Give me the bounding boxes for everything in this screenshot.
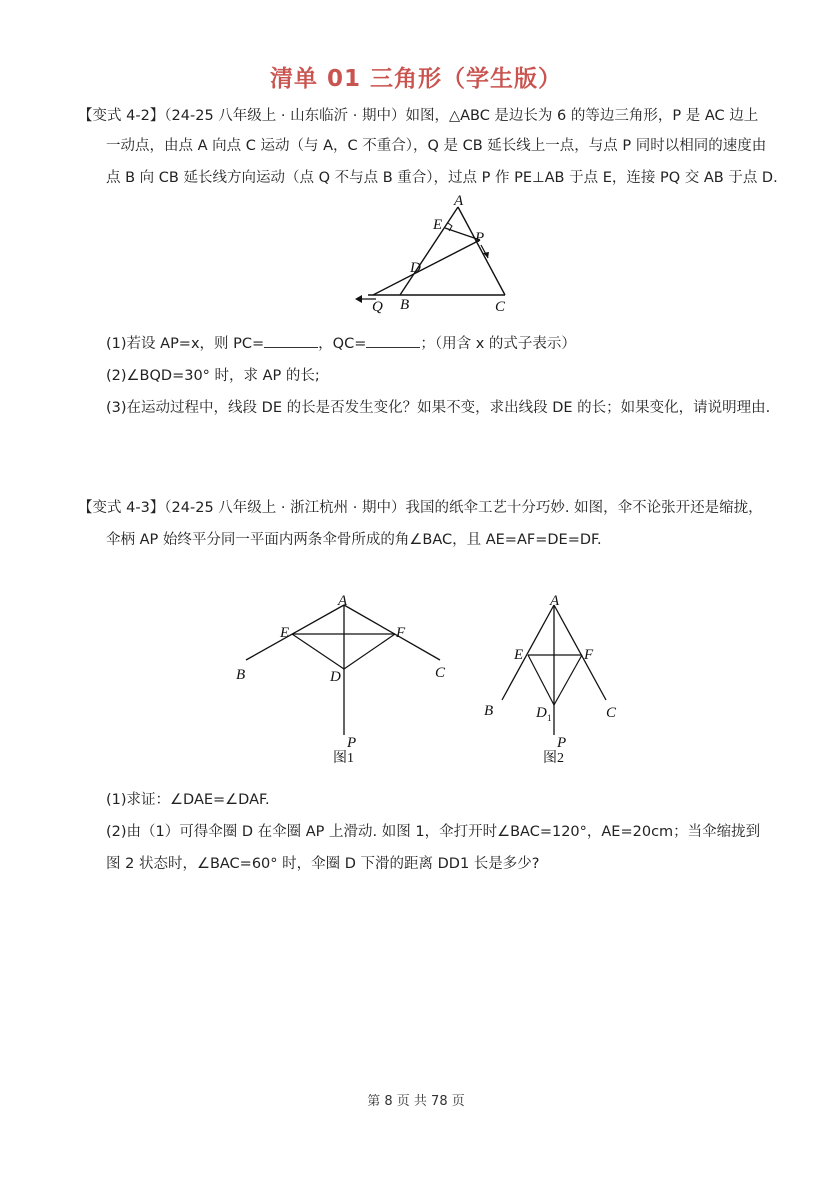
- fig1-label-E: E: [280, 625, 290, 641]
- triangle-figure: [340, 195, 540, 320]
- label-P: P: [475, 230, 485, 246]
- fig1-label-C: C: [435, 665, 446, 681]
- answer-blank-pc: [264, 333, 318, 348]
- q1-part-3: (3)在运动过程中，线段 DE 的长是否发生变化？如果不变，求出线段 DE 的长；如果变化，请说明理由.: [106, 400, 771, 416]
- q1-line-2: 一动点，由点 A 向点 C 运动（与 A，C 不重合），Q 是 CB 延长线上一点，与点 P 同时以相同的速度由: [106, 138, 767, 154]
- q2-line-2: 伞柄 AP 始终平分同一平面内两条伞骨所成的角∠BAC，且 AE=AF=DE=DF.: [106, 532, 602, 548]
- q1-part-1-b: ，QC=: [318, 336, 367, 352]
- fig2-label-F: F: [584, 647, 594, 663]
- fig1-caption: 图1: [333, 751, 354, 766]
- label-A: A: [454, 195, 464, 209]
- fig1-label-A: A: [338, 593, 348, 609]
- fig2-label-P: P: [557, 735, 567, 751]
- q1-part-1-a: (1)若设 AP=x，则 PC=: [106, 336, 265, 352]
- q2-part-1: (1)求证：∠DAE=∠DAF.: [106, 792, 270, 808]
- fig1-label-F: F: [396, 625, 406, 641]
- q1-line-1: 【变式 4-2】（24-25 八年级上 · 山东临沂 · 期中）如图，△ABC 是边长为 6 的等边三角形，P 是 AC 边上: [78, 108, 759, 124]
- fig2-caption: 图2: [543, 751, 564, 766]
- fig1-label-D: D: [330, 669, 341, 685]
- q1-part-1-c: ；（用含 x 的式子表示）: [420, 336, 576, 352]
- fig2-label-D1: D: [536, 705, 547, 721]
- fig2-label-C: C: [606, 705, 617, 721]
- label-E: E: [433, 217, 443, 233]
- label-B: B: [400, 297, 410, 313]
- umbrella-figure-1: [230, 585, 460, 770]
- fig1-label-P: P: [347, 735, 357, 751]
- answer-blank-qc: [366, 333, 420, 348]
- q2-part-2-line-1: (2)由（1）可得伞圈 D 在伞圈 AP 上滑动. 如图 1，伞打开时∠BAC=120°，AE=20cm；当伞缩拢到: [106, 824, 761, 840]
- q2-part-2-line-2: 图 2 状态时，∠BAC=60° 时，伞圈 D 下滑的距离 DD1 长是多少?: [106, 856, 540, 872]
- fig2-label-B: B: [484, 703, 494, 719]
- fig2-label-D1-sub: 1: [547, 713, 552, 723]
- umbrella-figure-2: [478, 585, 638, 770]
- page-footer: 第 8 页 共 78 页: [367, 1094, 465, 1109]
- fig2-label-E: E: [514, 647, 524, 663]
- q1-part-2: (2)∠BQD=30° 时，求 AP 的长;: [106, 368, 320, 384]
- label-Q: Q: [372, 299, 383, 315]
- q2-line-1: 【变式 4-3】（24-25 八年级上 · 浙江杭州 · 期中）我国的纸伞工艺十分巧妙. 如图，伞不论张开还是缩拢，: [78, 500, 763, 516]
- fig1-label-B: B: [236, 667, 246, 683]
- label-D: D: [410, 260, 421, 276]
- q1-line-3: 点 B 向 CB 延长线方向运动（点 Q 不与点 B 重合），过点 P 作 PE⊥AB 于点 E，连接 PQ 交 AB 于点 D.: [106, 170, 778, 186]
- fig2-label-A: A: [550, 593, 560, 609]
- q1-part-1: [106, 332, 576, 353]
- label-C: C: [495, 299, 506, 315]
- page-title: 清单 01 三角形（学生版）: [269, 66, 563, 92]
